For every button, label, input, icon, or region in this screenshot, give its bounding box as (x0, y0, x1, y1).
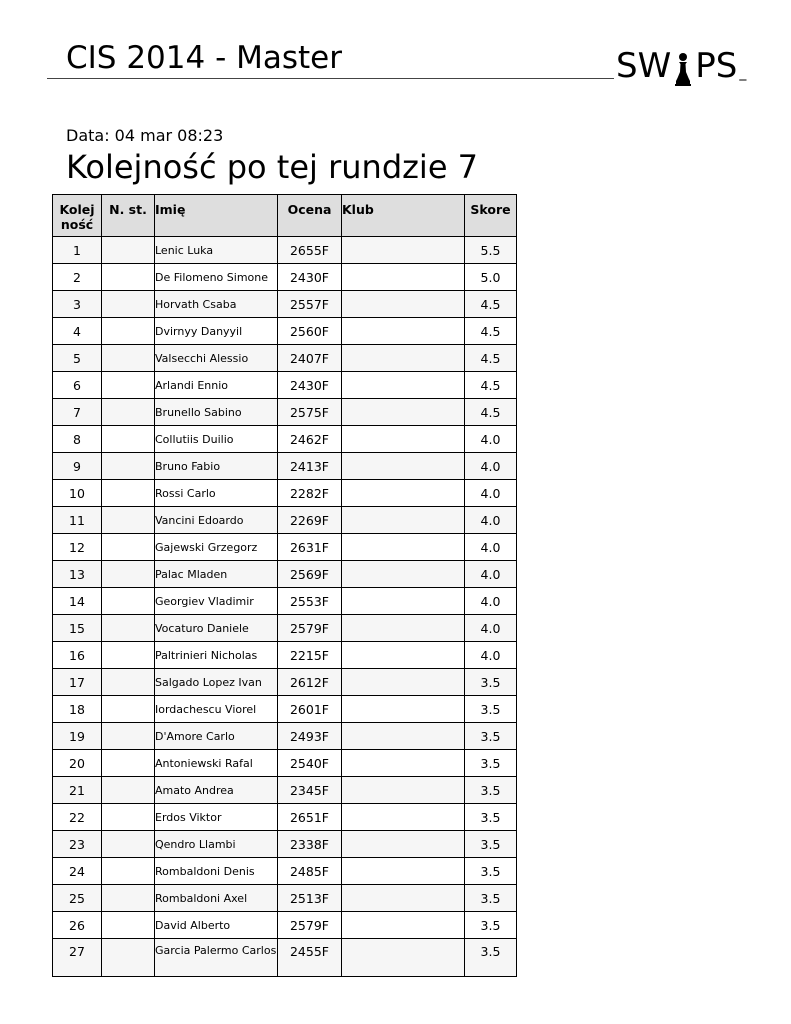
cell-seed (102, 480, 155, 507)
cell-score: 5.5 (465, 237, 517, 264)
cell-club (342, 831, 465, 858)
table-row (53, 588, 517, 615)
cell-player-name: Qendro Llambi (155, 831, 278, 858)
cell-rating: 2493F (278, 723, 342, 750)
column-header-name: Imię (155, 195, 278, 237)
cell-rank: 5 (53, 345, 102, 372)
cell-club (342, 939, 465, 977)
cell-player-name: Erdos Viktor (155, 804, 278, 831)
table-row (53, 939, 517, 977)
cell-score: 3.5 (465, 831, 517, 858)
cell-club (342, 291, 465, 318)
cell-club (342, 885, 465, 912)
cell-rating: 2579F (278, 912, 342, 939)
cell-rank: 23 (53, 831, 102, 858)
cell-score: 4.0 (465, 453, 517, 480)
cell-player-name: Salgado Lopez Ivan (155, 669, 278, 696)
cell-player-name: Amato Andrea (155, 777, 278, 804)
table-row (53, 696, 517, 723)
cell-rating: 2655F (278, 237, 342, 264)
cell-club (342, 723, 465, 750)
cell-rank: 25 (53, 885, 102, 912)
cell-score: 3.5 (465, 669, 517, 696)
cell-rating: 2455F (278, 939, 342, 977)
cell-rank: 16 (53, 642, 102, 669)
cell-rating: 2282F (278, 480, 342, 507)
cell-rating: 2631F (278, 534, 342, 561)
cell-score: 3.5 (465, 912, 517, 939)
column-header-rank: Kolej ność (53, 195, 102, 237)
cell-player-name: Gajewski Grzegorz (155, 534, 278, 561)
cell-score: 3.5 (465, 885, 517, 912)
cell-score: 4.0 (465, 615, 517, 642)
cell-player-name: Garcia Palermo Carlos (155, 939, 278, 977)
cell-score: 3.5 (465, 939, 517, 977)
table-row (53, 912, 517, 939)
cell-seed (102, 534, 155, 561)
cell-player-name: Collutiis Duilio (155, 426, 278, 453)
cell-player-name: Brunello Sabino (155, 399, 278, 426)
table-row (53, 291, 517, 318)
cell-rank: 21 (53, 777, 102, 804)
table-header-row (53, 195, 517, 237)
table-row (53, 615, 517, 642)
cell-rank: 6 (53, 372, 102, 399)
cell-rank: 9 (53, 453, 102, 480)
cell-seed (102, 939, 155, 977)
cell-rating: 2407F (278, 345, 342, 372)
cell-score: 4.0 (465, 561, 517, 588)
cell-club (342, 642, 465, 669)
table-row (53, 561, 517, 588)
cell-rank: 19 (53, 723, 102, 750)
table-row (53, 804, 517, 831)
cell-seed (102, 318, 155, 345)
cell-seed (102, 588, 155, 615)
cell-score: 4.5 (465, 399, 517, 426)
cell-club (342, 399, 465, 426)
cell-seed (102, 804, 155, 831)
column-header-rating: Ocena (278, 195, 342, 237)
cell-rating: 2462F (278, 426, 342, 453)
chess-pawn-icon (672, 52, 694, 86)
cell-rank: 18 (53, 696, 102, 723)
cell-seed (102, 750, 155, 777)
cell-score: 5.0 (465, 264, 517, 291)
cell-rank: 26 (53, 912, 102, 939)
table-row (53, 885, 517, 912)
cell-club (342, 453, 465, 480)
cell-rank: 13 (53, 561, 102, 588)
cell-seed (102, 858, 155, 885)
table-row (53, 318, 517, 345)
table-row (53, 399, 517, 426)
column-header-club: Klub (342, 195, 465, 237)
cell-seed (102, 696, 155, 723)
cell-player-name: Antoniewski Rafal (155, 750, 278, 777)
table-row (53, 642, 517, 669)
cell-rank: 22 (53, 804, 102, 831)
cell-rank: 2 (53, 264, 102, 291)
cell-club (342, 696, 465, 723)
round-title: Kolejność po tej rundzie 7 (66, 148, 479, 186)
cell-player-name: Vocaturo Daniele (155, 615, 278, 642)
cell-score: 4.5 (465, 372, 517, 399)
cell-rating: 2269F (278, 507, 342, 534)
cell-player-name: De Filomeno Simone (155, 264, 278, 291)
cell-score: 4.0 (465, 642, 517, 669)
cell-rating: 2345F (278, 777, 342, 804)
cell-player-name: Iordachescu Viorel (155, 696, 278, 723)
table-row (53, 669, 517, 696)
cell-rank: 27 (53, 939, 102, 977)
cell-player-name: Dvirnyy Danyyil (155, 318, 278, 345)
cell-rating: 2540F (278, 750, 342, 777)
cell-player-name: Palac Mladen (155, 561, 278, 588)
swips-logo (616, 46, 746, 86)
table-row (53, 507, 517, 534)
cell-seed (102, 507, 155, 534)
cell-rating: 2485F (278, 858, 342, 885)
cell-club (342, 750, 465, 777)
cell-club (342, 534, 465, 561)
cell-score: 4.0 (465, 588, 517, 615)
cell-player-name: Paltrinieri Nicholas (155, 642, 278, 669)
cell-club (342, 858, 465, 885)
table-row (53, 453, 517, 480)
table-row (53, 858, 517, 885)
cell-rank: 7 (53, 399, 102, 426)
cell-seed (102, 453, 155, 480)
cell-player-name: Rombaldoni Denis (155, 858, 278, 885)
cell-rating: 2413F (278, 453, 342, 480)
table-row (53, 777, 517, 804)
cell-score: 3.5 (465, 858, 517, 885)
cell-rating: 2557F (278, 291, 342, 318)
cell-rank: 20 (53, 750, 102, 777)
cell-score: 4.0 (465, 426, 517, 453)
cell-player-name: Rombaldoni Axel (155, 885, 278, 912)
cell-club (342, 615, 465, 642)
cell-player-name: Georgiev Vladimir (155, 588, 278, 615)
cell-club (342, 237, 465, 264)
logo-letter: S (616, 46, 638, 86)
cell-score: 4.5 (465, 345, 517, 372)
cell-seed (102, 426, 155, 453)
cell-score: 3.5 (465, 804, 517, 831)
cell-club (342, 480, 465, 507)
cell-rating: 2513F (278, 885, 342, 912)
table-row (53, 426, 517, 453)
cell-seed (102, 642, 155, 669)
cell-seed (102, 831, 155, 858)
cell-rating: 2430F (278, 372, 342, 399)
cell-score: 4.5 (465, 318, 517, 345)
cell-club (342, 588, 465, 615)
cell-club (342, 912, 465, 939)
standings-table (52, 194, 517, 977)
page-title: CIS 2014 - Master (66, 40, 342, 76)
cell-seed (102, 885, 155, 912)
cell-club (342, 426, 465, 453)
cell-seed (102, 345, 155, 372)
cell-player-name: David Alberto (155, 912, 278, 939)
cell-club (342, 804, 465, 831)
cell-rating: 2553F (278, 588, 342, 615)
cell-rank: 15 (53, 615, 102, 642)
cell-player-name: Horvath Csaba (155, 291, 278, 318)
cell-rating: 2601F (278, 696, 342, 723)
report-date: Data: 04 mar 08:23 (66, 126, 224, 145)
cell-rank: 24 (53, 858, 102, 885)
cell-rating: 2430F (278, 264, 342, 291)
cell-seed (102, 669, 155, 696)
cell-rank: 11 (53, 507, 102, 534)
header-divider (47, 78, 614, 79)
cell-seed (102, 237, 155, 264)
cell-score: 4.5 (465, 291, 517, 318)
cell-seed (102, 615, 155, 642)
cell-rating: 2579F (278, 615, 342, 642)
cell-club (342, 372, 465, 399)
column-header-seed: N. st. (102, 195, 155, 237)
logo-letter: S (715, 46, 738, 86)
table-row (53, 264, 517, 291)
cell-rating: 2560F (278, 318, 342, 345)
cell-club (342, 318, 465, 345)
cell-seed (102, 561, 155, 588)
cell-rating: 2575F (278, 399, 342, 426)
cell-seed (102, 264, 155, 291)
cell-seed (102, 777, 155, 804)
table-row (53, 345, 517, 372)
cell-rank: 12 (53, 534, 102, 561)
cell-seed (102, 372, 155, 399)
cell-rating: 2338F (278, 831, 342, 858)
table-row (53, 831, 517, 858)
cell-rank: 3 (53, 291, 102, 318)
cell-club (342, 777, 465, 804)
cell-rank: 8 (53, 426, 102, 453)
cell-player-name: Valsecchi Alessio (155, 345, 278, 372)
cell-player-name: Bruno Fabio (155, 453, 278, 480)
cell-seed (102, 399, 155, 426)
table-row (53, 534, 517, 561)
cell-rank: 14 (53, 588, 102, 615)
cell-club (342, 507, 465, 534)
cell-club (342, 264, 465, 291)
cell-player-name: Rossi Carlo (155, 480, 278, 507)
cell-score: 3.5 (465, 777, 517, 804)
logo-letter: W (637, 46, 672, 86)
cell-rating: 2612F (278, 669, 342, 696)
cell-club (342, 561, 465, 588)
cell-score: 4.0 (465, 507, 517, 534)
table-row (53, 723, 517, 750)
cell-score: 4.0 (465, 480, 517, 507)
cell-club (342, 669, 465, 696)
logo-underscore: _ (739, 65, 747, 81)
cell-seed (102, 723, 155, 750)
cell-seed (102, 291, 155, 318)
cell-score: 3.5 (465, 696, 517, 723)
cell-rating: 2215F (278, 642, 342, 669)
column-header-score: Skore (465, 195, 517, 237)
cell-rating: 2569F (278, 561, 342, 588)
cell-rank: 4 (53, 318, 102, 345)
cell-player-name: Arlandi Ennio (155, 372, 278, 399)
cell-score: 3.5 (465, 723, 517, 750)
cell-player-name: Lenic Luka (155, 237, 278, 264)
table-row (53, 750, 517, 777)
logo-letter: P (695, 46, 716, 86)
cell-rank: 10 (53, 480, 102, 507)
table-row (53, 480, 517, 507)
table-row (53, 237, 517, 264)
cell-score: 4.0 (465, 534, 517, 561)
standings-body (53, 237, 517, 977)
cell-player-name: D'Amore Carlo (155, 723, 278, 750)
cell-player-name: Vancini Edoardo (155, 507, 278, 534)
cell-club (342, 345, 465, 372)
cell-rank: 17 (53, 669, 102, 696)
cell-score: 3.5 (465, 750, 517, 777)
table-row (53, 372, 517, 399)
cell-seed (102, 912, 155, 939)
cell-rating: 2651F (278, 804, 342, 831)
cell-rank: 1 (53, 237, 102, 264)
